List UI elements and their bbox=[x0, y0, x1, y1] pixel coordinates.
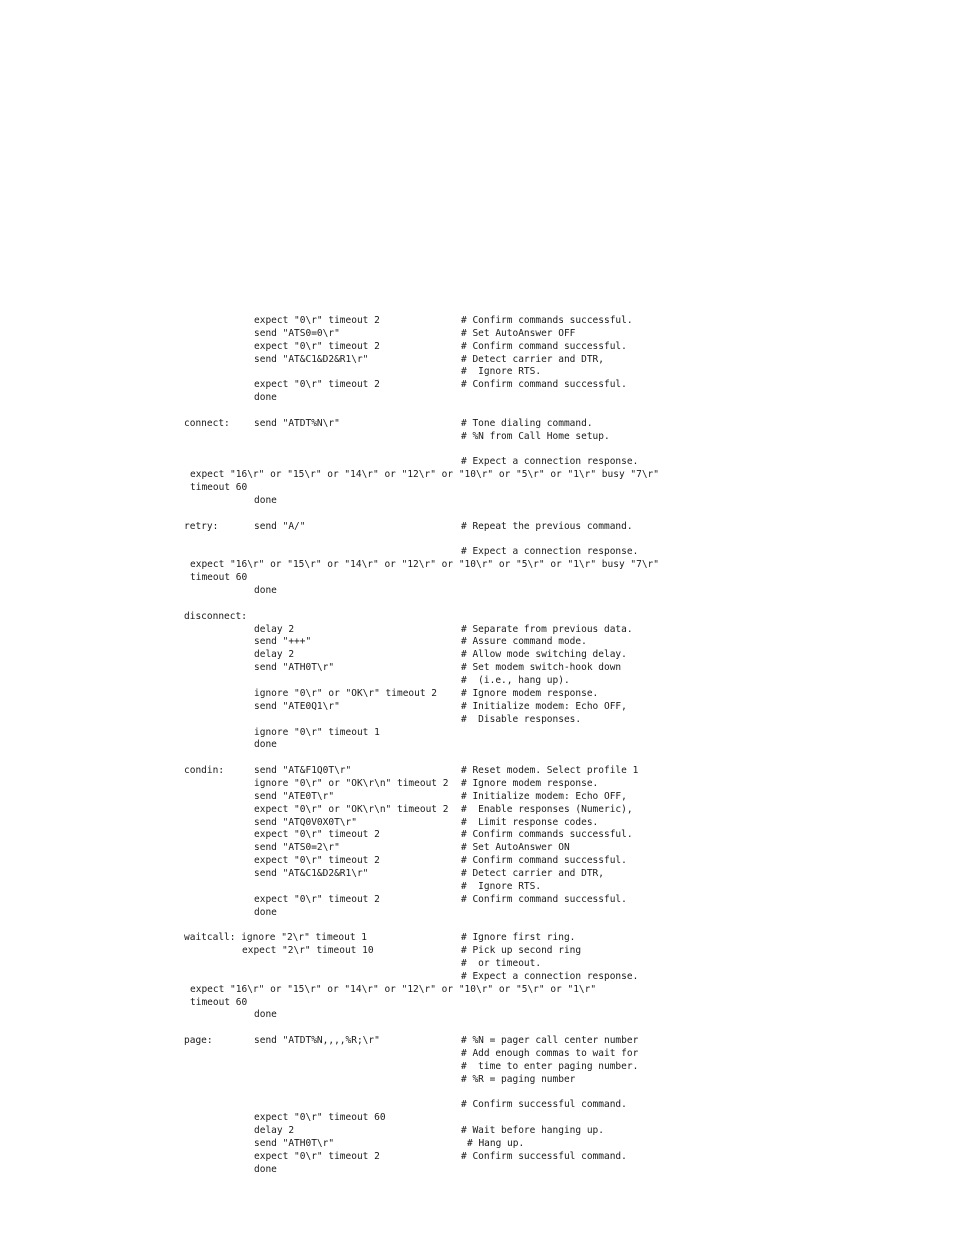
script-comment: # Confirm commands successful. bbox=[461, 829, 633, 841]
script-command: done bbox=[254, 392, 277, 404]
code-line bbox=[184, 881, 944, 894]
code-line bbox=[184, 546, 944, 559]
code-line bbox=[184, 765, 944, 778]
code-line bbox=[184, 727, 944, 740]
script-command: send "ATDT%N,,,,%R;\r" bbox=[254, 1035, 380, 1047]
script-comment: # Repeat the previous command. bbox=[461, 520, 633, 532]
script-command: expect "0\r" timeout 2 bbox=[254, 1150, 380, 1162]
code-line bbox=[184, 534, 944, 547]
script-command: send "AT&C1&D2&R1\r" bbox=[254, 353, 369, 365]
script-command: expect "0\r" timeout 2 bbox=[254, 855, 380, 867]
script-comment: # Detect carrier and DTR, bbox=[461, 353, 604, 365]
code-line bbox=[184, 868, 944, 881]
code-line bbox=[184, 984, 944, 997]
code-line bbox=[184, 508, 944, 521]
script-comment: # Separate from previous data. bbox=[461, 623, 633, 635]
script-comment: # Disable responses. bbox=[461, 713, 582, 725]
code-line bbox=[184, 598, 944, 611]
code-line bbox=[184, 855, 944, 868]
script-comment: # Confirm command successful. bbox=[461, 893, 627, 905]
script-comment: # Expect a connection response. bbox=[461, 546, 639, 558]
code-line bbox=[184, 341, 944, 354]
continued-statement: expect "16\r" or "15\r" or "14\r" or "12\r" or "10\r" or "5\r" or "1\r" busy "7\r" bbox=[190, 559, 659, 571]
code-line bbox=[184, 842, 944, 855]
code-line bbox=[184, 778, 944, 791]
script-comment: # Ignore modem response. bbox=[461, 777, 599, 789]
script-command: done bbox=[254, 1163, 277, 1175]
line-label: waitcall: ignore "2\r" timeout 1 bbox=[184, 932, 368, 944]
code-line bbox=[184, 1112, 944, 1125]
code-line bbox=[184, 649, 944, 662]
code-line bbox=[184, 495, 944, 508]
code-line bbox=[184, 1048, 944, 1061]
code-line bbox=[184, 1164, 944, 1177]
code-line bbox=[184, 662, 944, 675]
script-comment: # %N = pager call center number bbox=[461, 1035, 639, 1047]
script-comment: # Set AutoAnswer ON bbox=[461, 842, 570, 854]
script-comment: # Initialize modem: Echo OFF, bbox=[461, 700, 627, 712]
code-line bbox=[184, 817, 944, 830]
line-label: retry: bbox=[184, 520, 219, 532]
script-comment: # Wait before hanging up. bbox=[461, 1125, 604, 1137]
script-command: send "ATS0=0\r" bbox=[254, 327, 340, 339]
code-line bbox=[184, 971, 944, 984]
code-line bbox=[184, 752, 944, 765]
code-line bbox=[184, 688, 944, 701]
code-line bbox=[184, 624, 944, 637]
script-command: send "ATE0Q1\r" bbox=[254, 700, 340, 712]
code-line bbox=[184, 521, 944, 534]
script-command: send "A/" bbox=[254, 520, 306, 532]
code-line bbox=[184, 405, 944, 418]
code-line bbox=[184, 791, 944, 804]
script-comment: # Reset modem. Select profile 1 bbox=[461, 765, 639, 777]
script-command: done bbox=[254, 906, 277, 918]
script-command: done bbox=[254, 495, 277, 507]
script-comment: # Add enough commas to wait for bbox=[461, 1047, 639, 1059]
code-line bbox=[184, 907, 944, 920]
script-command: send "ATDT%N\r" bbox=[254, 417, 340, 429]
code-line bbox=[184, 958, 944, 971]
script-comment: # Ignore RTS. bbox=[461, 880, 542, 892]
code-line bbox=[184, 418, 944, 431]
script-comment: # Expect a connection response. bbox=[461, 970, 639, 982]
script-comment: # Assure command mode. bbox=[461, 636, 587, 648]
script-command: expect "0\r" timeout 2 bbox=[254, 893, 380, 905]
code-line bbox=[184, 392, 944, 405]
code-line bbox=[184, 701, 944, 714]
script-comment: # Limit response codes. bbox=[461, 816, 599, 828]
code-line bbox=[184, 894, 944, 907]
code-line bbox=[184, 1009, 944, 1022]
script-comment: # Ignore first ring. bbox=[461, 932, 576, 944]
script-comment: # %N from Call Home setup. bbox=[461, 430, 610, 442]
script-command: expect "0\r" timeout 60 bbox=[254, 1112, 386, 1124]
script-command: expect "0\r" timeout 2 bbox=[254, 379, 380, 391]
script-command: send "ATQ0V0X0T\r" bbox=[254, 816, 357, 828]
script-comment: # Set AutoAnswer OFF bbox=[461, 327, 576, 339]
script-command: done bbox=[254, 1009, 277, 1021]
code-line bbox=[184, 315, 944, 328]
script-comment: # (i.e., hang up). bbox=[461, 675, 570, 687]
script-command: ignore "0\r" or "OK\r" timeout 2 bbox=[254, 687, 438, 699]
code-line bbox=[184, 636, 944, 649]
code-line bbox=[184, 1087, 944, 1100]
script-comment: # Detect carrier and DTR, bbox=[461, 867, 604, 879]
code-line bbox=[184, 456, 944, 469]
script-command: ignore "0\r" timeout 1 bbox=[254, 726, 380, 738]
continued-statement: expect "16\r" or "15\r" or "14\r" or "12\r" or "10\r" or "5\r" or "1\r" busy "7\r" bbox=[190, 469, 659, 481]
code-line bbox=[184, 1035, 944, 1048]
script-comment: # %R = paging number bbox=[461, 1073, 576, 1085]
script-comment: # Allow mode switching delay. bbox=[461, 649, 627, 661]
code-line bbox=[184, 1151, 944, 1164]
script-comment: # time to enter paging number. bbox=[461, 1060, 639, 1072]
code-line bbox=[184, 739, 944, 752]
code-line bbox=[184, 1022, 944, 1035]
continued-statement: timeout 60 bbox=[190, 482, 248, 494]
code-line bbox=[184, 919, 944, 932]
code-line bbox=[184, 431, 944, 444]
script-command: send "AT&F1Q0T\r" bbox=[254, 765, 352, 777]
script-comment: # or timeout. bbox=[461, 957, 542, 969]
continued-statement: expect "16\r" or "15\r" or "14\r" or "12\r" or "10\r" or "5\r" or "1\r" bbox=[190, 983, 597, 995]
script-comment: # Confirm command successful. bbox=[461, 340, 627, 352]
script-comment: # Tone dialing command. bbox=[461, 417, 593, 429]
continued-statement: timeout 60 bbox=[190, 572, 248, 584]
script-command: send "+++" bbox=[254, 636, 312, 648]
script-command: send "ATS0=2\r" bbox=[254, 842, 340, 854]
script-command: expect "0\r" or "OK\r\n" timeout 2 bbox=[254, 803, 449, 815]
code-line bbox=[184, 328, 944, 341]
script-comment: # Pick up second ring bbox=[461, 945, 582, 957]
line-label: page: bbox=[184, 1035, 213, 1047]
script-comment: # Initialize modem: Echo OFF, bbox=[461, 790, 627, 802]
script-comment: # Confirm command successful. bbox=[461, 855, 627, 867]
code-line bbox=[184, 1138, 944, 1151]
code-line bbox=[184, 675, 944, 688]
code-line bbox=[184, 1061, 944, 1074]
script-command: delay 2 bbox=[254, 649, 295, 661]
code-line bbox=[184, 932, 944, 945]
script-command: expect "0\r" timeout 2 bbox=[254, 340, 380, 352]
continued-statement: timeout 60 bbox=[190, 996, 248, 1008]
line-label: disconnect: bbox=[184, 610, 247, 622]
code-line bbox=[184, 945, 944, 958]
script-command: done bbox=[254, 739, 277, 751]
code-line bbox=[184, 1125, 944, 1138]
script-command: expect "0\r" timeout 2 bbox=[254, 315, 380, 326]
script-comment: # Expect a connection response. bbox=[461, 456, 639, 468]
continued-command: expect "2\r" timeout 10 bbox=[242, 945, 374, 957]
script-comment: # Confirm successful command. bbox=[461, 1099, 627, 1111]
script-command: send "AT&C1&D2&R1\r" bbox=[254, 867, 369, 879]
code-line bbox=[184, 379, 944, 392]
code-line bbox=[184, 997, 944, 1010]
line-label: connect: bbox=[184, 417, 230, 429]
script-comment: # Enable responses (Numeric), bbox=[461, 803, 633, 815]
script-command: done bbox=[254, 585, 277, 597]
script-comment: # Confirm successful command. bbox=[461, 1150, 627, 1162]
code-line bbox=[184, 585, 944, 598]
code-line bbox=[184, 714, 944, 727]
code-line bbox=[184, 469, 944, 482]
script-command: send "ATH0T\r" bbox=[254, 662, 335, 674]
script-command: delay 2 bbox=[254, 623, 295, 635]
code-line bbox=[184, 829, 944, 842]
code-line bbox=[184, 354, 944, 367]
code-line bbox=[184, 482, 944, 495]
script-comment: # Hang up. bbox=[467, 1138, 525, 1149]
code-line bbox=[184, 366, 944, 379]
code-line bbox=[184, 804, 944, 817]
code-line bbox=[184, 611, 944, 624]
code-line bbox=[184, 572, 944, 585]
script-command: delay 2 bbox=[254, 1125, 295, 1137]
script-command: ignore "0\r" or "OK\r\n" timeout 2 bbox=[254, 777, 449, 789]
script-comment: # Confirm commands successful. bbox=[461, 315, 633, 326]
modem-script-code-block bbox=[184, 315, 944, 1177]
script-command: send "ATH0T\r" bbox=[254, 1138, 335, 1149]
line-label: condin: bbox=[184, 765, 225, 777]
code-line bbox=[184, 559, 944, 572]
code-line bbox=[184, 1074, 944, 1087]
script-comment: # Ignore RTS. bbox=[461, 366, 542, 378]
code-line bbox=[184, 1099, 944, 1112]
script-comment: # Set modem switch-hook down bbox=[461, 662, 622, 674]
script-command: send "ATE0T\r" bbox=[254, 790, 335, 802]
script-comment: # Confirm command successful. bbox=[461, 379, 627, 391]
script-command: expect "0\r" timeout 2 bbox=[254, 829, 380, 841]
script-comment: # Ignore modem response. bbox=[461, 687, 599, 699]
code-line bbox=[184, 444, 944, 457]
